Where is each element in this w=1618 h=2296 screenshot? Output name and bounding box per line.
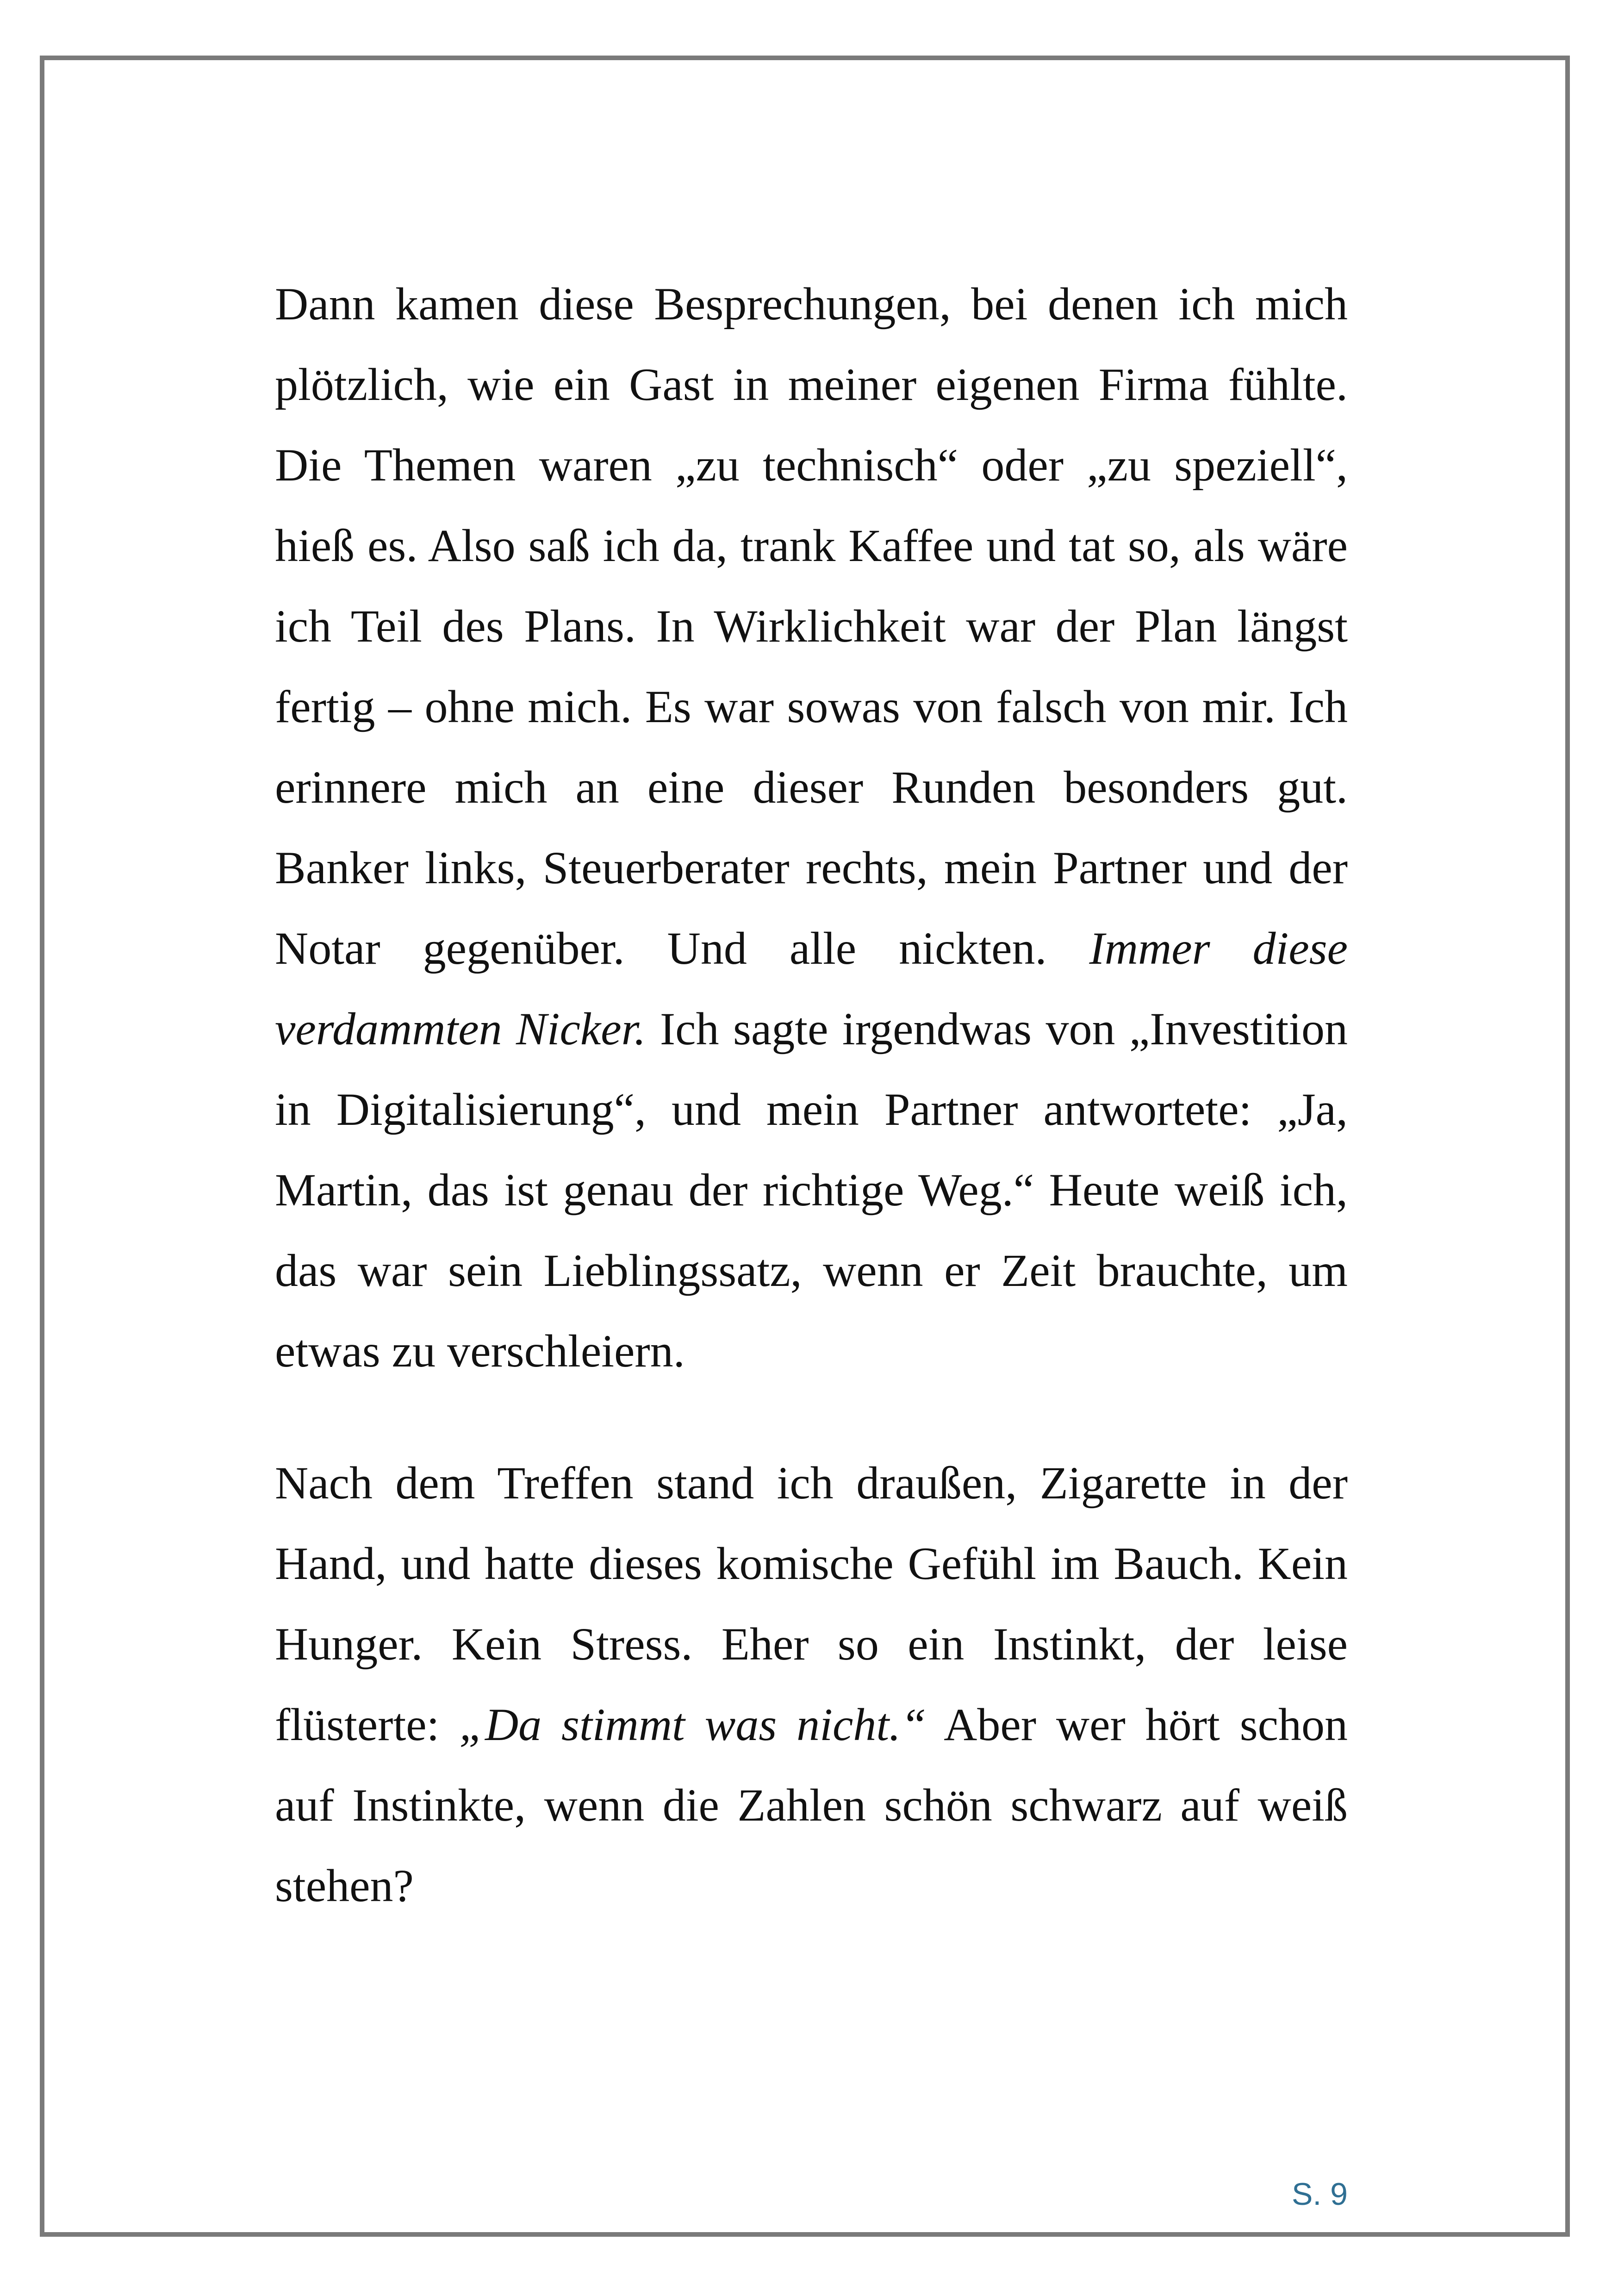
paragraph-2-text-1: Nach dem Treffen stand ich draußen, Zigarette in der Hand, und hatte dieses komische Gefühl im Bauch. Kein Hunger. Kein Stress. Eher so ein Instinkt, der leise flüsterte: [275,1457,1348,1750]
paragraph-1-text-2: Ich sagte irgendwas von „Investition in Digitalisierung“, und mein Partner antwortete: „Ja, Martin, das ist genau der richtige Weg.“ Heute weiß ich, das war sein Lieblingssatz, wenn er Zeit brauchte, um etwas zu verschleiern. [275,1003,1348,1377]
paragraph-2-italic: „Da stimmt was nicht.“ [459,1699,927,1750]
paragraph-2 [275,1443,1348,1926]
paragraph-2-text-2: Aber wer hört schon auf Instinkte, wenn die Zahlen schön schwarz auf weiß stehen? [275,1699,1348,1911]
body-text [275,264,1348,1926]
paragraph-1-text-1: Dann kamen diese Besprechungen, bei denen ich mich plötzlich, wie ein Gast in meiner eigenen Firma fühlte. Die Themen waren „zu technisch“ oder „zu speziell“, hieß es. Also saß ich da, trank Kaffee und tat so, als wäre ich Teil des Plans. In Wirklichkeit war der Plan längst fertig – ohne mich. Es war sowas von falsch von mir. Ich erinnere mich an eine dieser Runden besonders gut. Banker links, Steuerberater rechts, mein Partner und der Notar gegenüber. Und alle nickten. [275,278,1348,974]
paragraph-1 [275,264,1348,1391]
page-number: S. 9 [1292,2177,1348,2212]
paragraph-1-italic: Immer diese verdammten Nicker. [275,923,1348,1054]
